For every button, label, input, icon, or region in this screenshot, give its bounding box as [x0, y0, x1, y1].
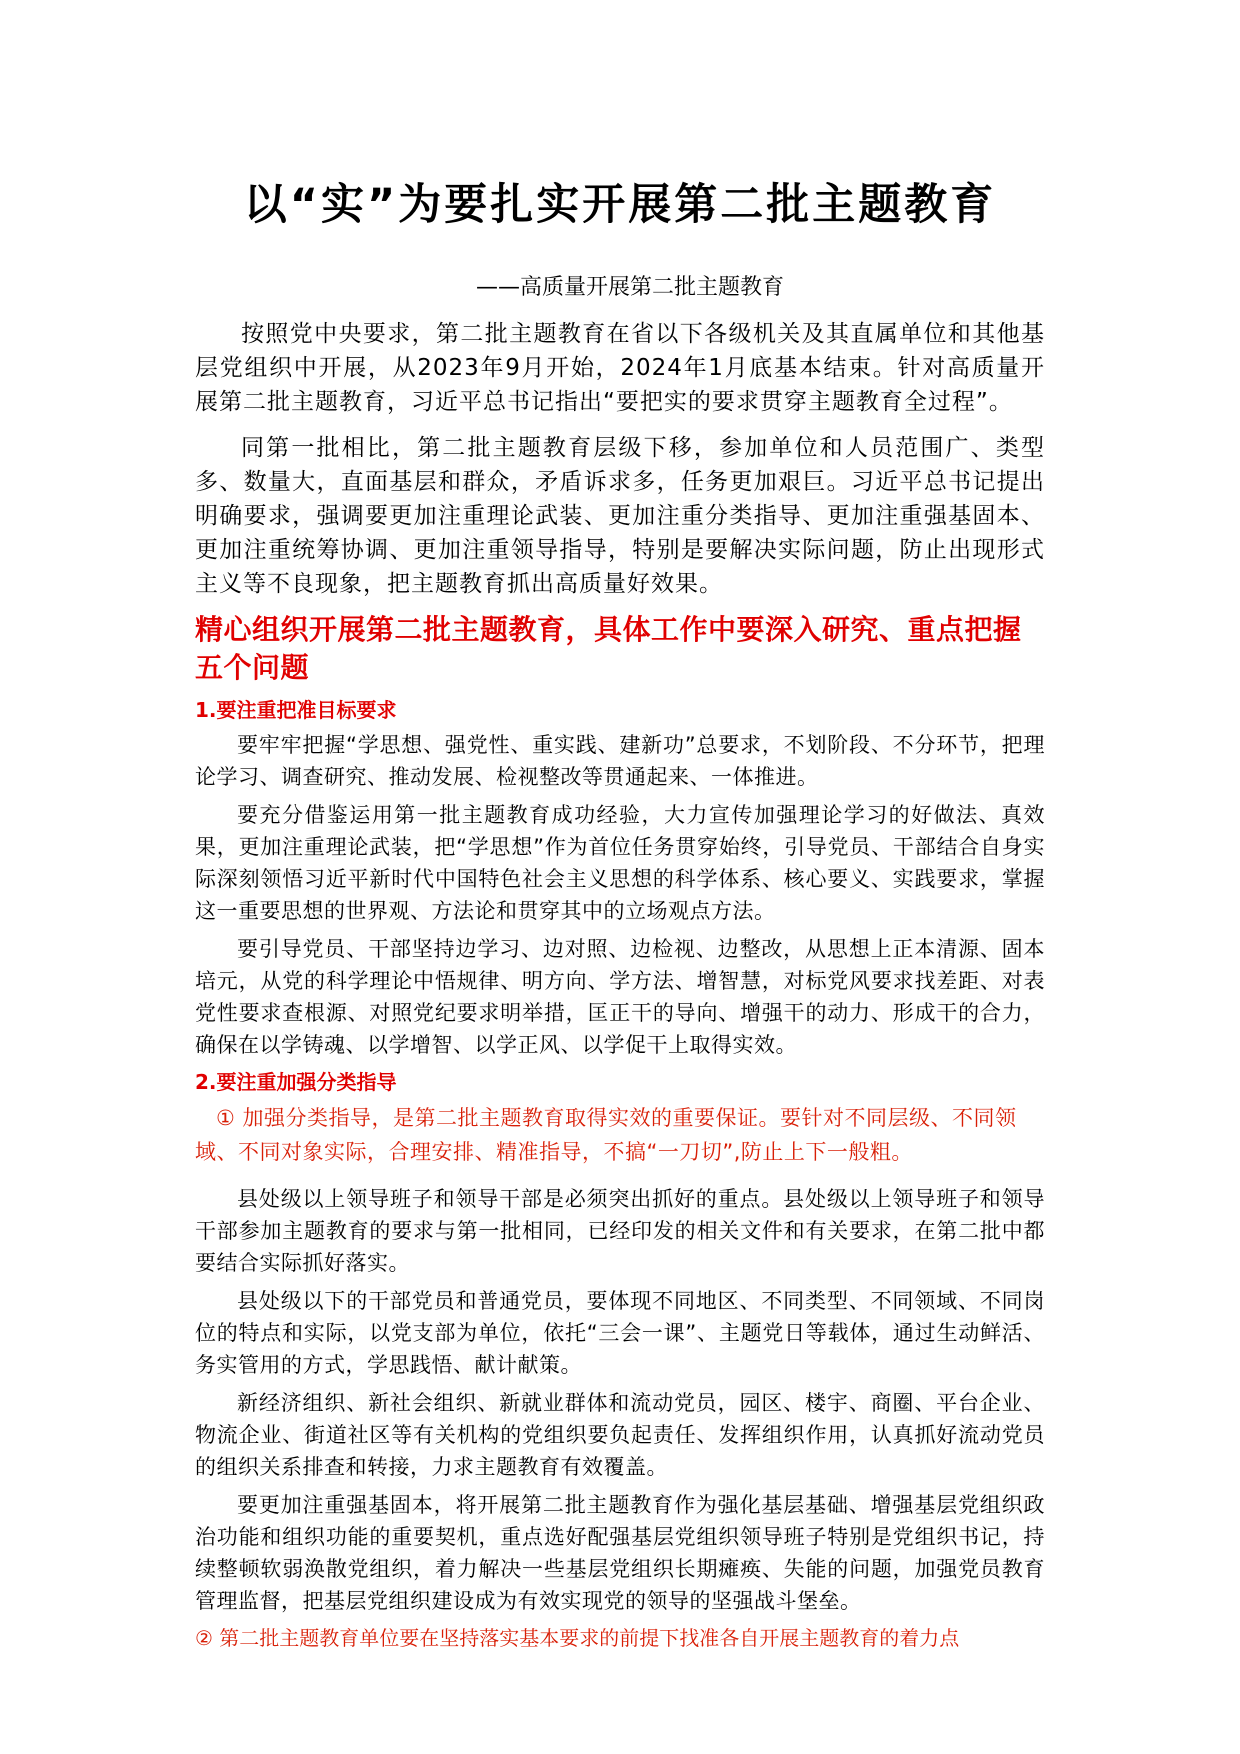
point-2-heading: 2.要注重加强分类指导	[195, 1070, 397, 1094]
point-2-red-line: ② 第二批主题教育单位要在坚持落实基本要求的前提下找准各自开展主题教育的着力点	[195, 1626, 960, 1650]
section-heading: 精心组织开展第二批主题教育，具体工作中要深入研究、重点把握五个问题	[195, 613, 1022, 684]
point-2-paragraph-2: 县处级以下的干部党员和普通党员，要体现不同地区、不同类型、不同领域、不同岗位的特点和实际，以党支部为单位，依托“三会一课”、主题党日等载体，通过生动鲜活、务实管用的方式，学思践悟、献计献策。	[195, 1289, 1045, 1377]
point-2-red-paragraph: ① 加强分类指导，是第二批主题教育取得实效的重要保证。要针对不同层级、不同领域、不同对象实际，合理安排、精准指导，不搞“一刀切”,防止上下一般粗。	[195, 1106, 1017, 1164]
intro-paragraph-2: 同第一批相比，第二批主题教育层级下移，参加单位和人员范围广、类型多、数量大，直面基层和群众，矛盾诉求多，任务更加艰巨。习近平总书记提出明确要求，强调要更加注重理论武装、更加注重分类指导、更加注重强基固本、更加注重统筹协调、更加注重领导指导，特别是要解决实际问题，防止出现形式主义等不良现象，把主题教育抓出高质量好效果。	[195, 435, 1045, 597]
document-title: 以“实”为要扎实开展第二批主题教育	[243, 180, 997, 230]
point-1-paragraph-2: 要充分借鉴运用第一批主题教育成功经验，大力宣传加强理论学习的好做法、真效果，更加注重理论武装，把“学思想”作为首位任务贯穿始终，引导党员、干部结合自身实际深刻领悟习近平新时代中国特色社会主义思想的科学体系、核心要义、实践要求，掌握这一重要思想的世界观、方法论和贯穿其中的立场观点方法。	[195, 803, 1045, 923]
point-1-heading: 1.要注重把准目标要求	[195, 698, 397, 722]
point-2-paragraph-3: 新经济组织、新社会组织、新就业群体和流动党员，园区、楼宇、商圈、平台企业、物流企业、街道社区等有关机构的党组织要负起责任、发挥组织作用，认真抓好流动党员的组织关系排查和转接，力求主题教育有效覆盖。	[195, 1391, 1045, 1479]
point-1-paragraph-3: 要引导党员、干部坚持边学习、边对照、边检视、边整改，从思想上正本清源、固本培元，从党的科学理论中悟规律、明方向、学方法、增智慧，对标党风要求找差距、对表党性要求查根源、对照党纪要求明举措，匡正干的导向、增强干的动力、形成干的合力，确保在以学铸魂、以学增智、以学正风、以学促干上取得实效。	[195, 937, 1045, 1057]
intro-paragraph-1: 按照党中央要求，第二批主题教育在省以下各级机关及其直属单位和其他基层党组织中开展，从2023年9月开始，2024年1月底基本结束。针对高质量开展第二批主题教育，习近平总书记指出“要把实的要求贯穿主题教育全过程”。	[195, 321, 1045, 415]
point-2-paragraph-4: 要更加注重强基固本，将开展第二批主题教育作为强化基层基础、增强基层党组织政治功能和组织功能的重要契机，重点选好配强基层党组织领导班子特别是党组织书记，持续整顿软弱涣散党组织，着力解决一些基层党组织长期瘫痪、失能的问题，加强党员教育管理监督，把基层党组织建设成为有效实现党的领导的坚强战斗堡垒。	[195, 1493, 1045, 1613]
point-2-paragraph-1: 县处级以上领导班子和领导干部是必须突出抓好的重点。县处级以上领导班子和领导干部参加主题教育的要求与第一批相同，已经印发的相关文件和有关要求，在第二批中都要结合实际抓好落实。	[195, 1187, 1045, 1275]
document-subtitle: ——高质量开展第二批主题教育	[475, 275, 784, 300]
point-1-paragraph-1: 要牢牢把握“学思想、强党性、重实践、建新功”总要求，不划阶段、不分环节，把理论学习、调查研究、推动发展、检视整改等贯通起来、一体推进。	[195, 733, 1045, 789]
